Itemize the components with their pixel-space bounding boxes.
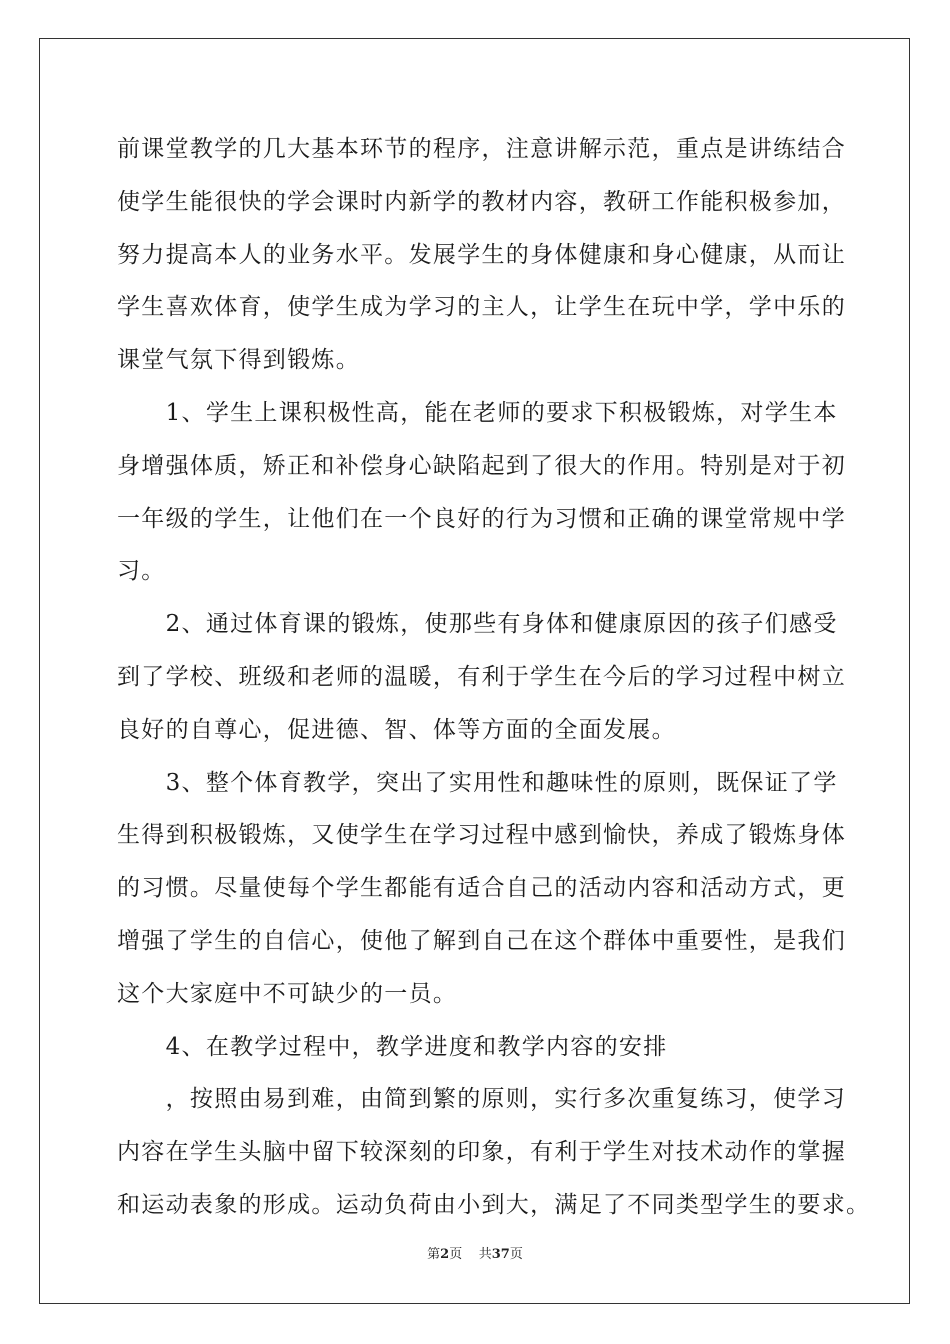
text-line: 到了学校、班级和老师的温暖，有利于学生在今后的学习过程中树立 [117, 663, 846, 690]
text-line: 课堂气氛下得到锻炼。 [117, 347, 360, 374]
text-line: 身增强体质，矫正和补偿身心缺陷起到了很大的作用。特别是对于初 [117, 452, 846, 479]
text-line: 前课堂教学的几大基本环节的程序，注意讲解示范，重点是讲练结合 [117, 136, 846, 162]
text-line: ，按照由易到难，由简到繁的原则，实行多次重复练习，使学习 [117, 1086, 846, 1113]
text-line: 2、通过体育课的锻炼，使那些有身体和健康原因的孩子们感受 [117, 611, 838, 638]
document-body [117, 123, 871, 1232]
page-footer [0, 1243, 950, 1262]
text-line: 良好的自尊心，促进德、智、体等方面的全面发展。 [117, 716, 676, 743]
text-line: 和运动表象的形成。运动负荷由小到大，满足了不同类型学生的要求。 [117, 1191, 871, 1218]
text-line: 4、在教学过程中，教学进度和教学内容的安排 [117, 1033, 668, 1060]
text-line: 努力提高本人的业务水平。发展学生的身体健康和身心健康，从而让 [117, 241, 846, 268]
text-line: 的习惯。尽量使每个学生都能有适合自己的活动内容和活动方式，更 [117, 875, 846, 902]
footer-total-prefix: 共 [478, 1247, 492, 1262]
footer-total-pages: 37 [491, 1247, 510, 1262]
text-line: 一年级的学生，让他们在一个良好的行为习惯和正确的课堂常规中学 [117, 505, 846, 532]
text-line: 内容在学生头脑中留下较深刻的印象，有利于学生对技术动作的掌握 [117, 1139, 846, 1166]
footer-total-suffix: 页 [509, 1247, 523, 1262]
text-line: 增强了学生的自信心，使他了解到自己在这个群体中重要性，是我们 [117, 927, 846, 954]
text-line: 使学生能很快的学会课时内新学的教材内容，教研工作能积极参加， [117, 188, 846, 215]
text-line: 这个大家庭中不可缺少的一员。 [117, 980, 458, 1007]
text-line: 生得到积极锻炼，又使学生在学习过程中感到愉快，养成了锻炼身体 [117, 822, 846, 849]
footer-page-suffix: 页 [449, 1247, 463, 1262]
text-line: 3、整个体育教学，突出了实用性和趣味性的原则，既保证了学 [117, 769, 838, 796]
text-line: 1、学生上课积极性高，能在老师的要求下积极锻炼，对学生本 [117, 399, 838, 426]
text-line: 学生喜欢体育，使学生成为学习的主人，让学生在玩中学，学中乐的 [117, 294, 846, 321]
footer-page-prefix: 第 [427, 1247, 441, 1262]
text-line: 习。 [117, 558, 166, 585]
footer-page-number: 2 [440, 1247, 450, 1262]
